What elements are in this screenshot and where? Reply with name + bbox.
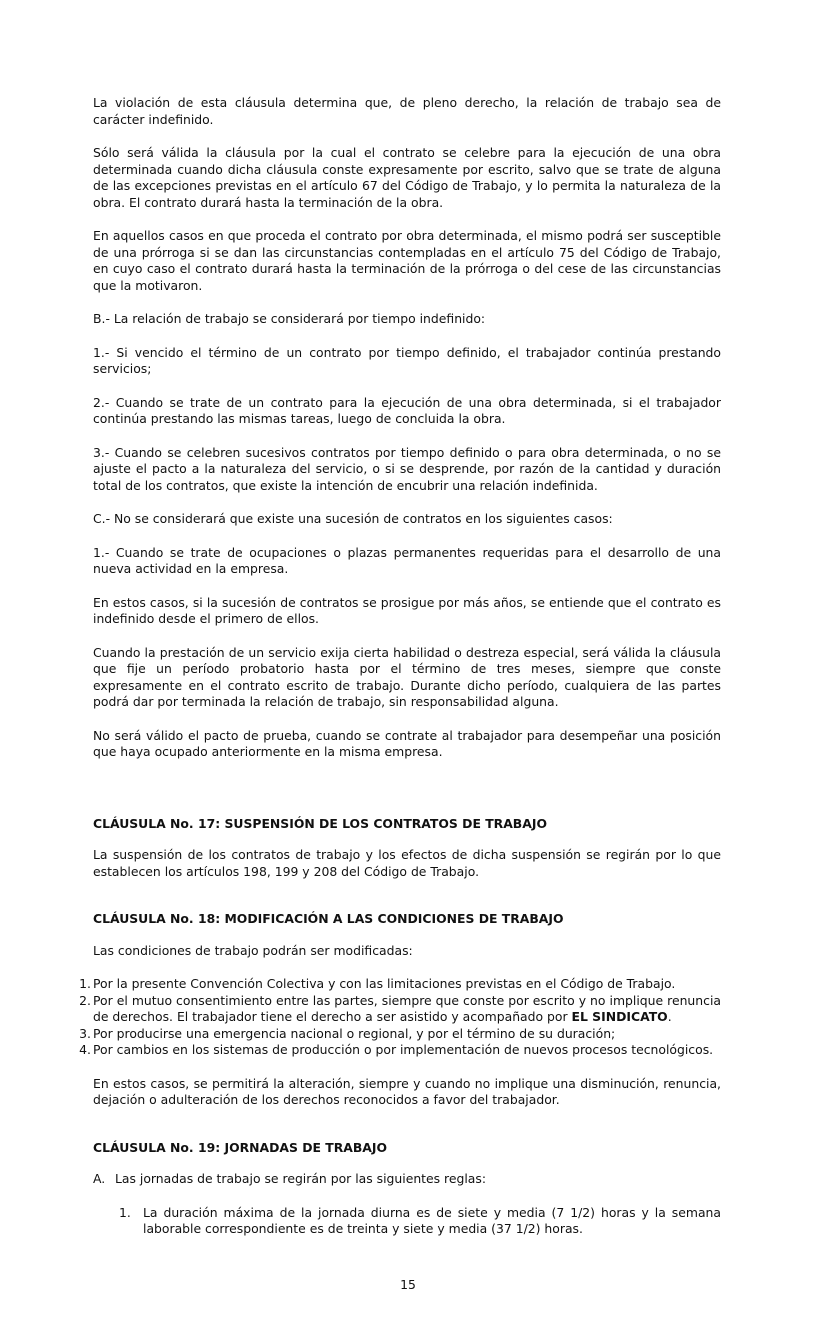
clause-18-heading: CLÁUSULA No. 18: MODIFICACIÓN A LAS CONDICIONES DE TRABAJO <box>93 911 564 926</box>
list-item: 3. Por producirse una emergencia nacional o regional, y por el término de su duración; <box>79 1025 616 1041</box>
paragraph: 2.- Cuando se trate de un contrato para la ejecución de una obra determinada, si el trabajador continúa prestando las mismas tareas, luego de concluida la obra. <box>93 394 721 426</box>
spacer <box>93 897 721 911</box>
page-number: 15 <box>400 1277 416 1292</box>
clause-19-item-a: A. Las jornadas de trabajo se regirán por las siguientes reglas: <box>93 1171 487 1186</box>
paragraph: En estos casos, si la sucesión de contratos se prosigue por más años, se entiende que el contrato es indefinido desde el primero de ellos. <box>93 594 721 626</box>
paragraph: 3.- Cuando se celebren sucesivos contratos por tiempo definido o para obra determinada, o no se ajuste el pacto a la naturaleza del servicio, o si se desprende, por razón de la cantidad y duración total de los contratos, que existe la intención de encubrir una relación indefinida. <box>93 444 721 493</box>
sindicato-bold: EL SINDICATO <box>571 1009 668 1024</box>
clause-18-closing: En estos casos, se permitirá la alteración, siempre y cuando no implique una disminución, renuncia, dejación o adulteración de los derechos reconocidos a favor del trabajador. <box>93 1075 721 1107</box>
paragraph: La violación de esta cláusula determina que, de pleno derecho, la relación de trabajo sea de carácter indefinido. <box>93 95 721 127</box>
clause-19-heading: CLÁUSULA No. 19: JORNADAS DE TRABAJO <box>93 1139 388 1155</box>
paragraph: 1.- Cuando se trate de ocupaciones o plazas permanentes requeridas para el desarrollo de una nueva actividad en la empresa. <box>93 544 721 576</box>
paragraph: Sólo será válida la cláusula por la cual el contrato se celebre para la ejecución de una obra determinada cuando dicha cláusula conste expresamente por escrito, salvo que se trate de alguna de las excepciones previstas en el artículo 67 del Código de Trabajo, y lo permita la naturaleza de la obra. El contrato durará hasta la terminación de la obra. <box>93 145 721 210</box>
clause-18-intro: Las condiciones de trabajo podrán ser modificadas: <box>93 942 413 958</box>
clause-17-text: La suspensión de los contratos de trabajo y los efectos de dicha suspensión se regirán por lo que establecen los artículos 198, 199 y 208 del Código de Trabajo. <box>93 847 721 879</box>
list-item: 1. Por la presente Convención Colectiva y con las limitaciones previstas en el Código de Trabajo. <box>79 976 676 991</box>
page-content <box>79 95 721 1238</box>
paragraph: 1.- Si vencido el término de un contrato por tiempo definido, el trabajador continúa prestando servicios; <box>93 344 721 376</box>
paragraph: No será válido el pacto de prueba, cuando se contrate al trabajador para desempeñar una posición que haya ocupado anteriormente en la misma empresa. <box>93 727 721 759</box>
paragraph: B.- La relación de trabajo se considerará por tiempo indefinido: <box>93 311 486 326</box>
list-item: 2. Por el mutuo consentimiento entre las partes, siempre que conste por escrito y no implique renuncia de derechos. El trabajador tiene el derecho a ser asistido y acompañado por EL SINDICATO. <box>79 992 721 1024</box>
clause-17-heading: CLÁUSULA No. 17: SUSPENSIÓN DE LOS CONTRATOS DE TRABAJO <box>93 815 547 831</box>
spacer <box>93 778 721 816</box>
list-item: 4. Por cambios en los sistemas de producción o por implementación de nuevos procesos tecnológicos. <box>79 1042 714 1057</box>
paragraph: C.- No se considerará que existe una sucesión de contratos en los siguientes casos: <box>93 511 613 526</box>
clause-18-list <box>79 976 721 1059</box>
spacer <box>93 1126 721 1140</box>
paragraph: Cuando la prestación de un servicio exija cierta habilidad o destreza especial, será válida la cláusula que fije un período probatorio hasta por el término de tres meses, siempre que conste expresamente en el contrato escrito de trabajo. Durante dicho período, cualquiera de las partes podrá dar por terminada la relación de trabajo, sin responsabilidad alguna. <box>93 644 721 709</box>
clause-19-subitem: 1. La duración máxima de la jornada diurna es de siete y media (7 1/2) horas y la semana laborable correspondiente es de treinta y siete y media (37 1/2) horas. <box>119 1204 721 1236</box>
paragraph: En aquellos casos en que proceda el contrato por obra determinada, el mismo podrá ser susceptible de una prórroga si se dan las circunstancias contempladas en el artículo 75 del Código de Trabajo, en cuyo caso el contrato durará hasta la terminación de la prórroga o del cese de las circunstancias que la motivaron. <box>93 228 721 293</box>
